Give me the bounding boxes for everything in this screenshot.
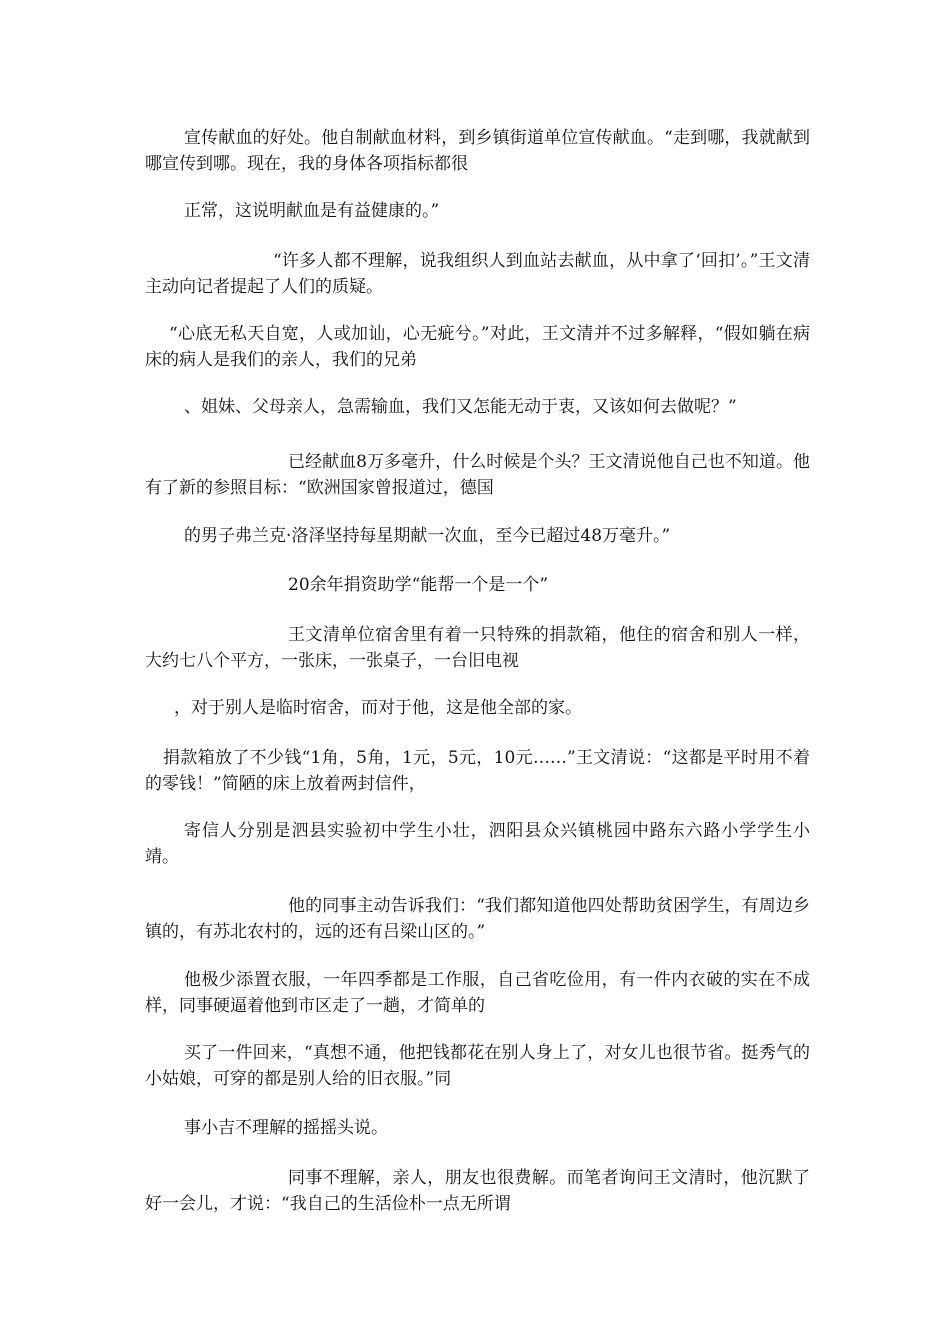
paragraph: 寄信人分别是泗县实验初中学生小壮，泗阳县众兴镇桃园中路东六路小学学生小靖。 [145, 821, 810, 867]
paragraph: 宣传献血的好处。他自制献血材料，到乡镇街道单位宣传献血。“走到哪，我就献到哪宣传到哪。现在，我的身体各项指标都很 [145, 128, 810, 174]
paragraph: “心底无私天自宽，人或加讪，心无疵兮。”对此，王文清并不过多解释，“假如躺在病床的病人是我们的亲人，我们的兄弟 [145, 324, 810, 370]
paragraph: 捐款箱放了不少钱“1角，5角，1元，5元，10元……”王文清说：“这都是平时用不着的零钱！”简陋的床上放着两封信件， [145, 748, 810, 794]
paragraph: 王文清单位宿舍里有着一只特殊的捐款箱，他住的宿舍和别人一样，大约七八个平方，一张床，一张桌子，一台旧电视 [145, 625, 810, 671]
paragraph: 事小吉不理解的摇摇头说。 [184, 1118, 388, 1138]
paragraph: 的男子弗兰克·洛泽坚持每星期献一次血，至今已超过48万毫升。” [184, 526, 671, 546]
paragraph: 正常，这说明献血是有益健康的。” [184, 201, 440, 221]
paragraph: ，对于别人是临时宿舍，而对于他，这是他全部的家。 [174, 698, 582, 718]
section-heading: 20余年捐资助学“能帮一个是一个” [288, 575, 549, 595]
paragraph: “许多人都不理解，说我组织人到血站去献血，从中拿了‘回扣’。”王文清主动向记者提起了人们的质疑。 [145, 251, 810, 297]
paragraph: 同事不理解，亲人，朋友也很费解。而笔者询问王文清时，他沉默了好一会儿，才说：“我自己的生活俭朴一点无所谓 [145, 1168, 810, 1214]
paragraph: 已经献血8万多毫升，什么时候是个头？王文清说他自己也不知道。他有了新的参照目标：“欧洲国家曾报道过，德国 [145, 452, 810, 498]
paragraph: 买了一件回来，“真想不通，他把钱都花在别人身上了，对女儿也很节省。挺秀气的小姑娘，可穿的都是别人给的旧衣服。”同 [145, 1043, 810, 1089]
paragraph: 他的同事主动告诉我们：“我们都知道他四处帮助贫困学生，有周边乡镇的，有苏北农村的，远的还有吕梁山区的。” [145, 896, 810, 942]
paragraph: 他极少添置衣服，一年四季都是工作服，自己省吃俭用，有一件内衣破的实在不成样，同事硬逼着他到市区走了一趟，才简单的 [145, 970, 810, 1016]
paragraph: 、姐妹、父母亲人，急需输血，我们又怎能无动于衷，又该如何去做呢？” [184, 397, 737, 417]
